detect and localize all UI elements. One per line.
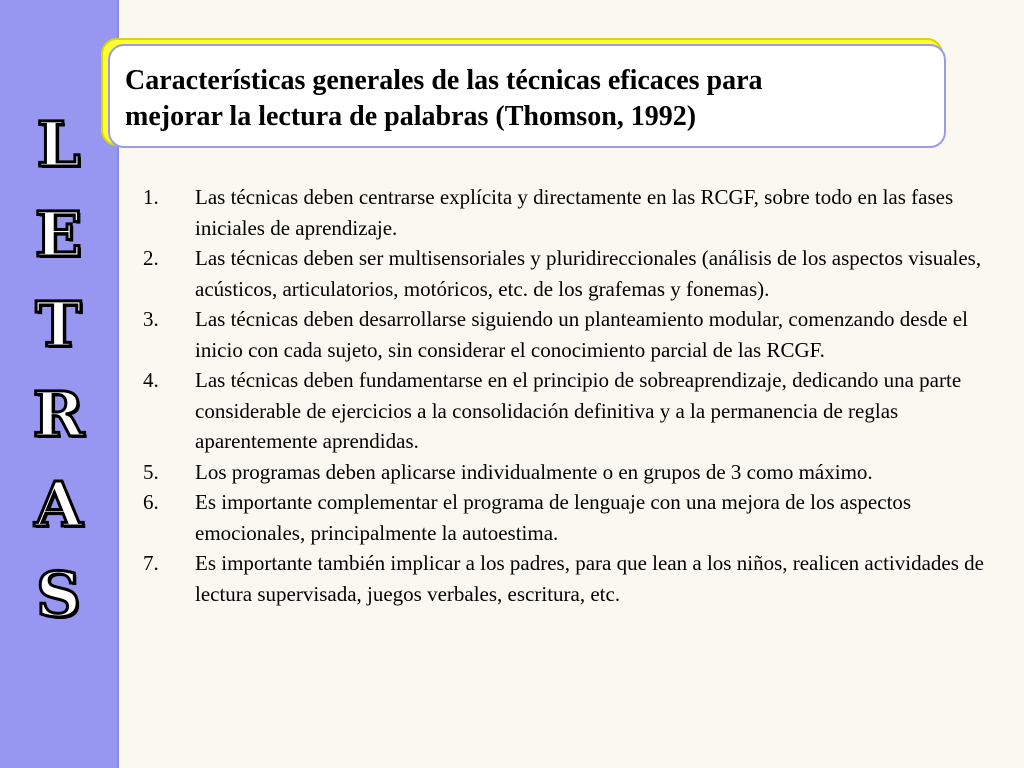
item-number: 1. [143, 185, 159, 209]
letter-l: L [36, 108, 81, 181]
list-item [143, 457, 993, 488]
list-item [143, 487, 993, 548]
page-title [125, 63, 944, 135]
list-item [143, 548, 993, 609]
numbered-list [143, 182, 993, 609]
letter-r: R [32, 378, 85, 451]
letter-a: A [34, 468, 83, 541]
list-item [143, 365, 993, 457]
item-number: 6. [143, 490, 159, 514]
item-text: Es importante complementar el programa de lenguaje con una mejora de los aspectos emocionales, principalmente la autoestima. [195, 490, 912, 545]
item-text: Las técnicas deben centrarse explícita y directamente en las RCGF, sobre todo en las fases iniciales de aprendizaje. [195, 185, 954, 240]
item-text: Las técnicas deben fundamentarse en el principio de sobreaprendizaje, dedicando una parte considerable de ejercicios a la consolidación definitiva y a la permanencia de reglas aparentemente aprendidas. [195, 368, 962, 453]
letter-t: T [35, 288, 82, 361]
letter-s: S [36, 558, 81, 631]
item-text: Los programas deben aplicarse individualmente o en grupos de 3 como máximo. [195, 459, 873, 484]
list-item [143, 304, 993, 365]
item-text: Las técnicas deben desarrollarse siguiendo un planteamiento modular, comenzando desde el inicio con cada sujeto, sin considerar el conocimiento parcial de las RCGF. [195, 307, 968, 362]
letter-e: E [34, 198, 83, 271]
item-text: Las técnicas deben ser multisensoriales y pluridireccionales (análisis de los aspectos visuales, acústicos, articulatorios, motóricos, etc. de los grafemas y fonemas). [195, 246, 982, 301]
title-line-2: mejorar la lectura de palabras (Thomson, 1992) [125, 101, 697, 132]
title-line-1: Características generales de las técnicas eficaces para [125, 65, 763, 96]
list-item [143, 182, 993, 243]
title-box [108, 44, 946, 148]
vertical-word-letras [0, 100, 117, 640]
item-number: 4. [143, 368, 159, 392]
list-item [143, 243, 993, 304]
item-number: 2. [143, 246, 159, 270]
item-text: Es importante también implicar a los padres, para que lean a los niños, realicen actividades de lectura supervisada, juegos verbales, escritura, etc. [195, 551, 984, 606]
item-number: 5. [143, 459, 159, 484]
item-number: 7. [143, 551, 159, 575]
item-number: 3. [143, 307, 159, 331]
